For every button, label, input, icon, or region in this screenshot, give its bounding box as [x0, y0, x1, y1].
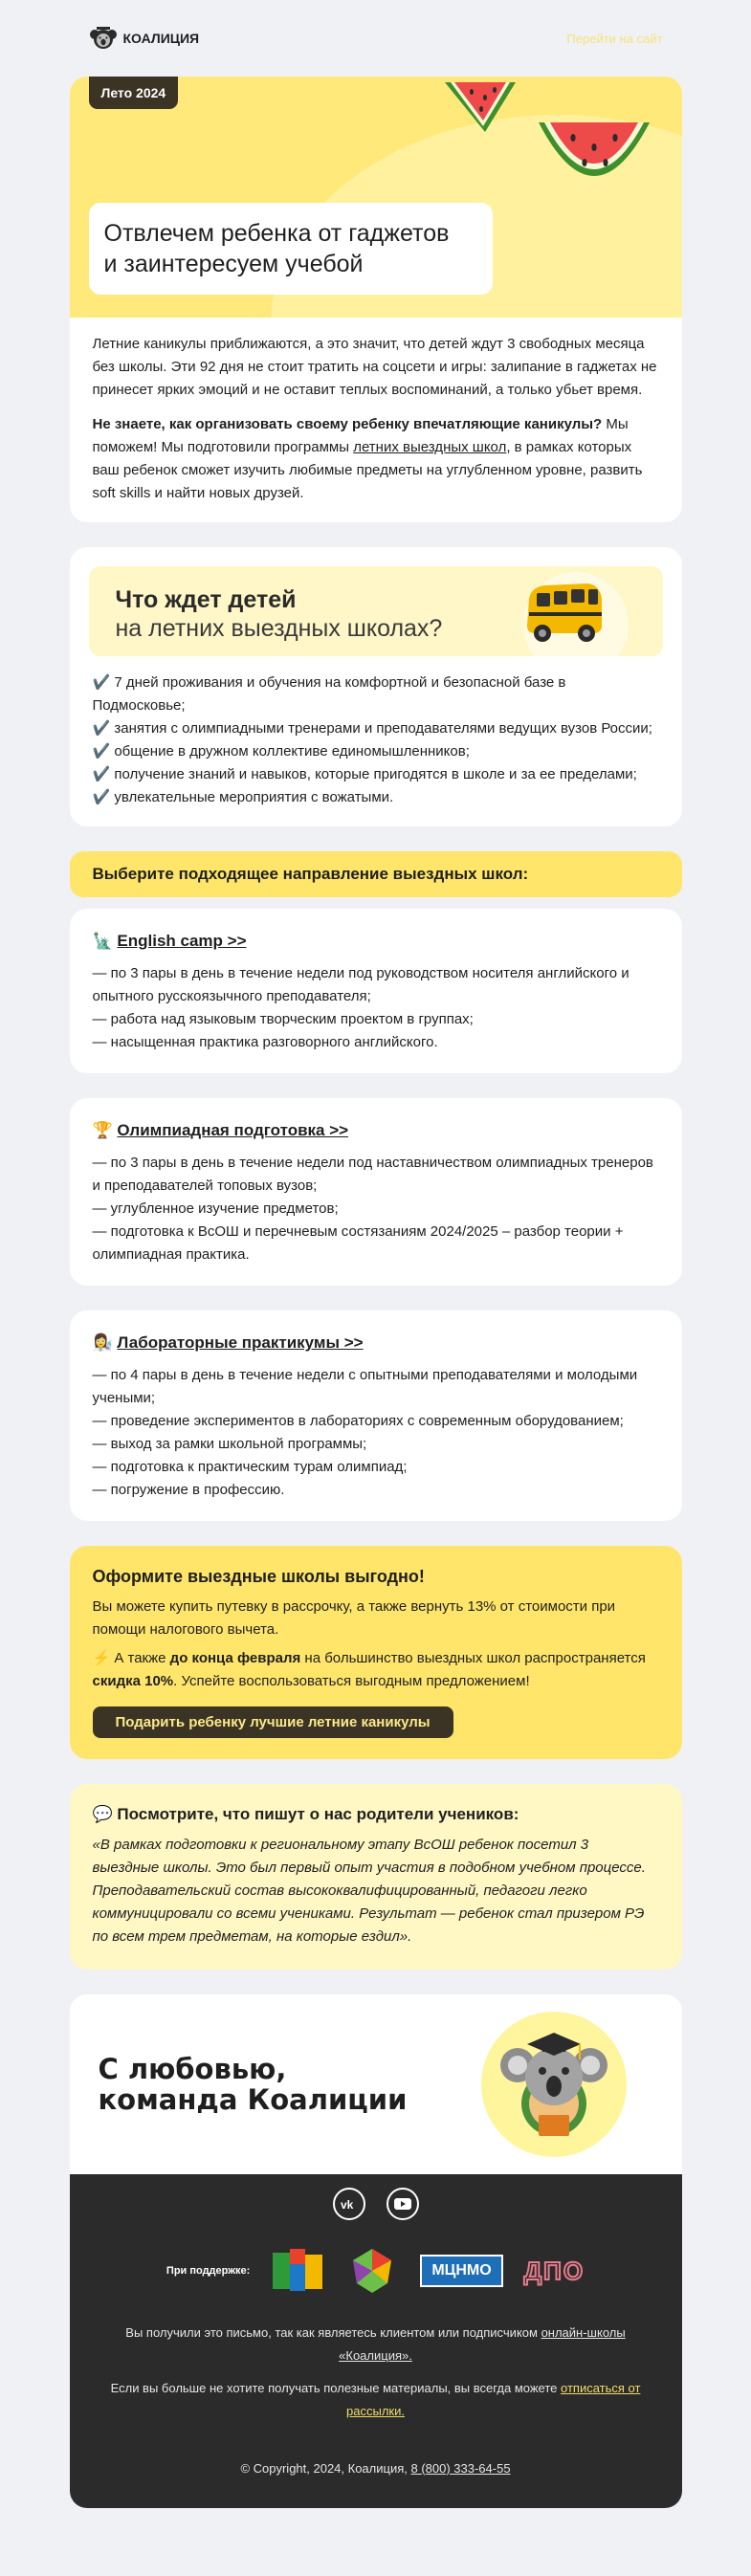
intro-text-a: Мы поможем! Мы подготовили программы	[92, 416, 629, 455]
unsubscribe-note-text: Если вы больше не хотите получать полезные материалы, вы всегда можете	[110, 2381, 561, 2395]
support-label: При поддержке:	[166, 2265, 251, 2277]
review-quote: «В рамках подготовки к региональному этапу ВсОШ ребенок посетил 3 выездные школы. Это был первый опыт участия в подобном учебном процессе. Преподавательский состав высококвалифицированный, педагоги легко коммуницировали со всеми учениками. Результат — ребенок стал призером РЭ по всем трем предметам, на которые ездил».	[92, 1837, 646, 1945]
what-awaits-title: Что ждет детей	[115, 586, 297, 613]
gift-vacation-button[interactable]: Подарить ребенку лучшие летние каникулы	[93, 1706, 453, 1738]
track-olympiad	[70, 1098, 682, 1286]
signature-line2: команда Коалиции	[98, 2083, 408, 2116]
open-website-link[interactable]: Перейти на сайт	[566, 31, 663, 46]
intro-question: Не знаете, как организовать своему ребенку впечатляющие каникулы?	[92, 416, 603, 432]
trophy-icon: 🏆	[92, 1121, 113, 1139]
promo-text-d: . Успейте воспользоваться выгодным предложением!	[173, 1673, 530, 1689]
signature-line1: С любовью,	[98, 2053, 287, 2085]
subscription-note	[99, 2322, 653, 2367]
email-container	[70, 0, 682, 2508]
scientist-icon: 👩‍🔬	[92, 1333, 113, 1352]
promo-paragraph-1: Вы можете купить путевку в рассрочку, а также вернуть 13% от стоимости при помощи налогового вычета.	[92, 1598, 616, 1638]
promo-title: Оформите выездные школы выгодно!	[92, 1567, 425, 1586]
koala-mascot-icon	[500, 2023, 607, 2146]
partner-dpo-logo	[524, 2257, 585, 2286]
promo-discount: скидка 10%	[92, 1673, 174, 1689]
track-title	[93, 1119, 659, 1142]
what-awaits-card	[70, 547, 682, 826]
track-line: — работа над языковым творческим проектом в группах;	[92, 1011, 474, 1027]
intro-paragraph-1: Летние каникулы приближаются, а это значит, что детей ждут 3 свободных месяца без школы. Эти 92 дня не стоит тратить на соцсети и игры: залипание в гаджетах не принесет ярких эмоций и не оставит теплых воспоминаний, а только убьет время.	[92, 336, 657, 398]
statue-of-liberty-icon: 🗽	[92, 932, 113, 950]
track-line: — подготовка к ВсОШ и перечневым состязаниям 2024/2025 – разбор теории + олимпиадная практика.	[92, 1223, 624, 1263]
what-awaits-subtitle: на летних выездных школах?	[115, 615, 443, 642]
track-line: — выход за рамки школьной программы;	[92, 1436, 367, 1452]
unsubscribe-note	[99, 2377, 653, 2423]
social-links	[99, 2188, 653, 2220]
email-header	[70, 0, 682, 77]
koala-logo-icon	[89, 24, 118, 53]
promo-paragraph-2	[93, 1647, 659, 1693]
watermelon-small-icon	[443, 77, 518, 136]
benefit-item: ✔️ увлекательные мероприятия с вожатыми.	[92, 789, 394, 805]
benefit-item: ✔️ общение в дружном коллективе единомышленников;	[92, 743, 470, 760]
intro-text-b: , в рамках которых ваш ребенок сможет изучить любимые предметы на углубленном уровне, развить soft skills и найти новых друзей.	[92, 439, 643, 501]
brand-logo[interactable]	[89, 24, 200, 53]
track-title	[93, 1332, 659, 1354]
partner-flower-logo-icon	[345, 2247, 399, 2295]
watermelon-large-icon	[535, 105, 653, 197]
review-card	[70, 1784, 682, 1970]
phone-link[interactable]: 8 (800) 333-64-55	[410, 2461, 511, 2476]
unsubscribe-link[interactable]: отписаться от рассылки.	[346, 2381, 641, 2418]
benefit-item: ✔️ занятия с олимпиадными тренерами и преподавателями ведущих вузов России;	[92, 720, 652, 737]
school-bus-icon	[521, 580, 606, 647]
youtube-icon[interactable]	[387, 2188, 419, 2220]
hero-card	[70, 77, 682, 522]
partner-cubes-logo-icon	[271, 2247, 324, 2295]
promo-card	[70, 1546, 682, 1759]
promo-deadline: до конца февраля	[169, 1650, 301, 1666]
signature-block	[70, 1994, 682, 2174]
partners-row	[99, 2247, 653, 2295]
intro-paragraph-2	[93, 413, 659, 505]
svg-text:vk: vk	[340, 2198, 353, 2210]
partner-dpo-text: ДПО	[523, 2256, 585, 2285]
choose-direction-heading: Выберите подходящее направление выездных школ:	[70, 851, 682, 897]
summer-schools-link[interactable]: летних выездных школ	[353, 439, 507, 455]
school-link[interactable]: онлайн-школы «Коалиция».	[339, 2325, 626, 2363]
hero-title-line2: и заинтересуем учебой	[103, 251, 364, 277]
subscription-note-text: Вы получили это письмо, так как являетесь клиентом или подписчиком	[125, 2325, 541, 2340]
copyright	[99, 2461, 653, 2476]
track-line: — насыщенная практика разговорного английского.	[92, 1034, 438, 1050]
track-line: — по 3 пары в день в течение недели под наставничеством олимпиадных тренеров и преподавателей топовых вузов;	[92, 1155, 653, 1194]
email-footer	[70, 2174, 682, 2508]
olympiad-prep-link[interactable]: Олимпиадная подготовка >>	[117, 1121, 349, 1139]
review-title: 💬 Посмотрите, что пишут о нас родители учеников:	[92, 1805, 519, 1823]
track-line: — по 3 пары в день в течение недели под руководством носителя английского и опытного русскоязычного преподавателя;	[92, 965, 630, 1004]
vk-icon[interactable]	[333, 2188, 365, 2220]
track-english-camp	[70, 909, 682, 1073]
english-camp-link[interactable]: English camp >>	[117, 932, 247, 950]
hero-banner	[70, 77, 682, 318]
track-line: — по 4 пары в день в течение недели с опытными преподавателями и молодыми учеными;	[92, 1367, 638, 1406]
copyright-text: © Copyright, 2024, Коалиция,	[240, 2461, 411, 2476]
benefits-list	[89, 672, 663, 809]
track-line: — погружение в профессию.	[92, 1482, 285, 1498]
promo-text-c: на большинство выездных школ распространяется	[300, 1650, 646, 1666]
track-title	[93, 930, 659, 953]
intro-text	[70, 318, 682, 522]
hero-title	[89, 203, 493, 295]
track-line: — углубленное изучение предметов;	[92, 1200, 339, 1217]
brand-name: КОАЛИЦИЯ	[122, 31, 200, 46]
lightning-icon-text: ⚡ А также	[92, 1650, 170, 1666]
hero-title-line1: Отвлечем ребенка от гаджетов	[103, 220, 450, 247]
benefit-item: ✔️ 7 дней проживания и обучения на комфортной и безопасной базе в Подмосковье;	[92, 674, 566, 714]
partner-mcnmo-logo	[420, 2255, 502, 2287]
track-line: — подготовка к практическим турам олимпиад;	[92, 1459, 408, 1475]
track-labs	[70, 1310, 682, 1521]
what-awaits-banner	[89, 566, 663, 656]
lab-practicums-link[interactable]: Лабораторные практикумы >>	[117, 1333, 364, 1352]
season-badge: Лето 2024	[89, 77, 179, 109]
benefit-item: ✔️ получение знаний и навыков, которые пригодятся в школе и за ее пределами;	[92, 766, 637, 782]
track-line: — проведение экспериментов в лабораториях с современным оборудованием;	[92, 1413, 624, 1429]
partner-mcnmo-text: МЦНМО	[431, 2262, 492, 2279]
